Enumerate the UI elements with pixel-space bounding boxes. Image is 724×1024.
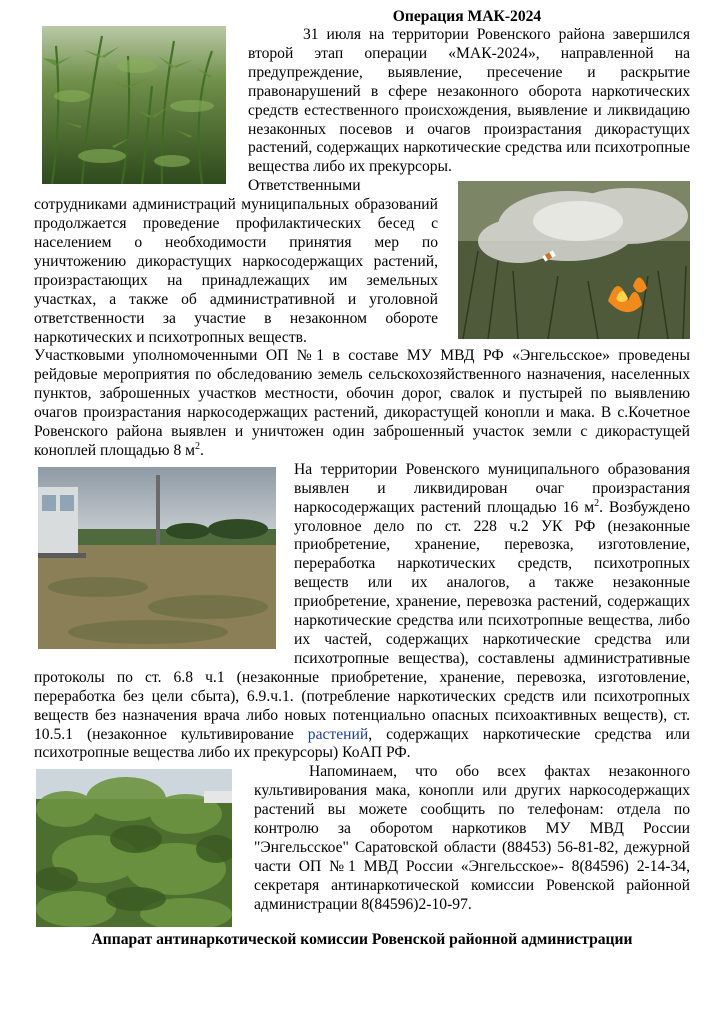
- cleared-plot-photo: [38, 467, 276, 649]
- hemp-plants-photo: [42, 26, 226, 184]
- case-text-c: , содержащих наркотические средства или психотропные вещества либо их прекурсоры) КоАП РФ.: [34, 725, 690, 762]
- footer-signature: Аппарат антинаркотической комиссии Ровенской районной администрации: [91, 931, 633, 949]
- case-text-a: На территории Ровенского муниципального образования выявлен и ликвидирован очаг произрастания наркосодержащих растений площадью 16 м: [294, 460, 690, 516]
- paragraph-raids: [34, 347, 690, 460]
- paragraph-intro: 31 июля на территории Ровенского района завершился второй этап операции «МАК-2024», направленной на предупреждение, выявление, пресечение и раскрытие правонарушений в сфере незаконного оборота наркотических средств естественного происхождения, выявление и ликвидацию незаконных посевов и очагов произрастания дикорастущих растений, содержащих наркотические средства или психотропные вещества либо их прекурсоры.: [248, 26, 690, 176]
- thicket-photo: [36, 769, 232, 927]
- page-title: Операция МАК-2024: [392, 8, 542, 25]
- raids-end: .: [200, 441, 204, 459]
- paragraph-contacts: Напоминаем, что обо всех фактах незаконного культивирования мака, конопли или других наркосодержащих растений вы можете сообщить по телефонам: отдела по контролю за оборотом наркотиков МУ МВД России "Энгельсское" Саратовской области (88453) 56-81-82, дежурной части ОП №1 МВД России «Энгельсское»- 8(84596) 2-14-34, секретаря антинаркотической комиссии Ровенской районной администрации 8(84596)2-10-97.: [254, 763, 690, 913]
- raids-unit-sup: 2: [195, 440, 201, 452]
- plants-link[interactable]: растений: [307, 725, 369, 743]
- case-unit-sup: 2: [594, 497, 600, 509]
- raids-text: Участковыми уполномоченными ОП №1 в составе МУ МВД РФ «Энгельсское» проведены рейдовые мероприятия по обследованию земель сельскохозяйственного назначения, населенных пунктов, заброшенных участков местности, обочин дорог, свалок и пустырей по выявлению очагов произрастания наркосодержащих растений, дикорастущей конопли и мака. В с.Кочетное Ровенского района выявлен и уничтожен один заброшенный участок земли с дикорастущей коноплей площадью 8 м: [34, 347, 690, 459]
- burning-plants-photo: [458, 181, 690, 339]
- case-text-b: . Возбуждено уголовное дело по ст. 228 ч.2 УК РФ (незаконные приобретение, хранение, перевозка, изготовление, переработка наркотических средств, психотропных веществ или их аналогов, а также незаконные приобретение, хранение, перевозка растений, содержащих наркотические средства или психотропные вещества, либо их частей, содержащих наркотические средства или психотропные вещества), составлены административные протоколы по ст. 6.8 ч.1 (незаконные приобретение, хранение, перевозка, изготовление, переработка без цели сбыта), 6.9.ч.1. (потребление наркотических средств или психотропных веществ без назначения врача либо новых потенциально опасных психоактивных веществ), ст. 10.5.1 (незаконное культивирование: [34, 498, 691, 743]
- paragraph-prevention: Ответственными сотрудниками администраций муниципальных образований продолжается проведение профилактических бесед с населением о необходимости принятия мер по уничтожению дикорастущих наркосодержащих растений, произрастающих на принадлежащих им земельных участках, а также об административной и уголовной ответственности за участие в незаконном обороте наркотических и психотропных веществ.: [34, 177, 438, 346]
